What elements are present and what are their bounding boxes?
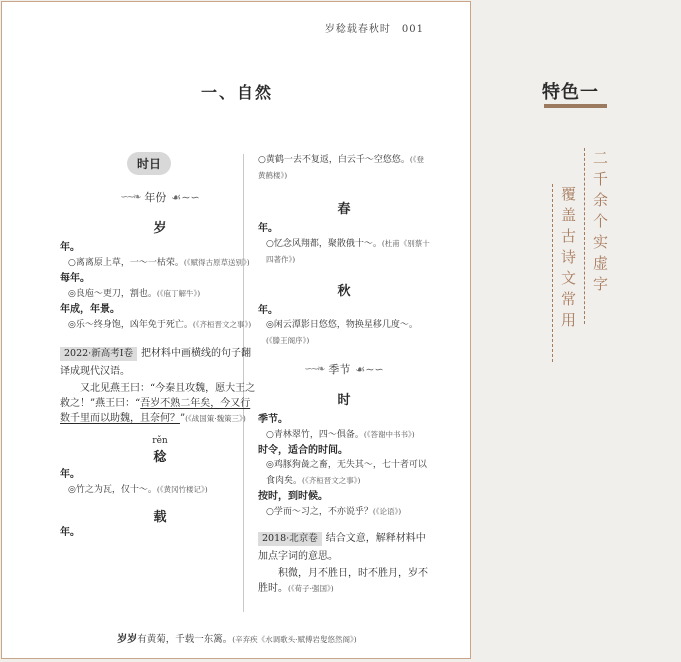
headword-ren: 稔 (153, 450, 167, 465)
running-head: 岁稔载春秋时 001 (324, 24, 424, 35)
ornament-right-icon: ☙∼∽ (171, 190, 200, 204)
dashed-rule (552, 184, 553, 362)
definition: 时令，适合的时间。 (258, 445, 348, 456)
definition: 年。 (258, 305, 278, 316)
exam-question (258, 530, 430, 566)
chapter-title: 一、自然 (200, 83, 273, 102)
exam-tag: 2018·北京卷 (258, 532, 322, 546)
example: ○青林翠竹，四～俱备。(《答谢中书书》) (266, 430, 415, 440)
ornament-left-icon: ∽∼❧ (120, 191, 140, 203)
example: ◎竹之为瓦，仅十～。(《黄冈竹楼记》) (68, 485, 208, 495)
example: ○忆念风翔都，聚散俄十～。(杜甫《别蔡十四著作》) (266, 239, 430, 264)
headword-qiu: 秋 (337, 284, 351, 299)
example: ◎良庖～更刀，割也。(《庖丁解牛》) (68, 289, 201, 299)
definition: 年成，年景。 (60, 304, 120, 315)
example: ◎鸡豚狗彘之畜，无失其～，七十者可以食肉矣。(《齐桓晋文之事》) (266, 460, 427, 486)
ornament-left-icon: ∽∼❧ (304, 363, 324, 375)
book-page (1, 1, 471, 659)
headword-zai: 载 (153, 510, 167, 525)
section-heading-label: 季节 (328, 363, 351, 376)
feature-line-1: 二千余个实虚字 (591, 150, 609, 297)
definition: 每年。 (60, 273, 90, 284)
definition: 按时，到时候。 (258, 491, 328, 502)
example: ○黄鹤一去不复返，白云千～空悠悠。(《登黄鹤楼》) (258, 155, 425, 180)
headword-sui: 岁 (153, 221, 167, 236)
exam-instruction: 把材料中画横线的句子翻译成现代汉语。 (60, 348, 251, 377)
exam-question (60, 345, 260, 381)
section-heading-label: 年份 (144, 191, 167, 204)
exam-tag: 2022·新高考Ⅰ卷 (60, 347, 137, 361)
example: ◎乐～终身饱，凶年免于死亡。(《齐桓晋文之事》) (68, 320, 252, 330)
section-badge: 时日 (127, 152, 171, 175)
ornament-right-icon: ☙∼∽ (355, 362, 384, 376)
example: ○学而～习之，不亦说乎？(《论语》) (266, 507, 402, 517)
example: ○离离原上草，一～一枯荣。(《赋得古原草送别》) (68, 258, 250, 268)
definition: 季节。 (258, 414, 288, 425)
dashed-rule (584, 148, 585, 324)
feature-title: 特色一 (542, 82, 599, 103)
underlined-sentence: 吾岁不熟二年矣，今又行数千里而以助魏，且奈何？ (60, 398, 251, 424)
definition: 年。 (60, 469, 80, 480)
headword-chun: 春 (337, 202, 351, 217)
definition: 年。 (60, 527, 80, 538)
right-column (258, 152, 430, 596)
left-column (60, 152, 260, 540)
page-footer-quote: 岁岁有黄菊，千载一东篱。(辛弃疾《水调歌头·赋傅岩叟悠然阁》) (117, 634, 357, 645)
section-heading-year (60, 189, 260, 205)
exam-instruction: 结合文意，解释材料中加点字词的意思。 (258, 533, 426, 562)
exam-passage: 又北见燕王曰：“今秦且攻魏，愿大王之救之！”燕王曰：“吾岁不熟二年矣，今又行数千里而以助魏，且奈何？”(《战国策·魏策三》) (60, 383, 256, 424)
section-heading-season (258, 361, 430, 377)
definition: 年。 (60, 242, 80, 253)
feature-line-2: 覆盖古诗文常用 (559, 186, 577, 333)
example: ◎闲云潭影日悠悠，物换星移几度～。(《滕王阁序》) (266, 320, 418, 345)
exam-passage: 积微，月不胜日，时不胜月，岁不胜时。(《荀子·强国》) (258, 568, 428, 594)
definition: 年。 (258, 223, 278, 234)
headword-shi: 时 (337, 393, 351, 408)
pinyin: rěn (152, 436, 168, 446)
feature-title-underline (544, 104, 607, 108)
